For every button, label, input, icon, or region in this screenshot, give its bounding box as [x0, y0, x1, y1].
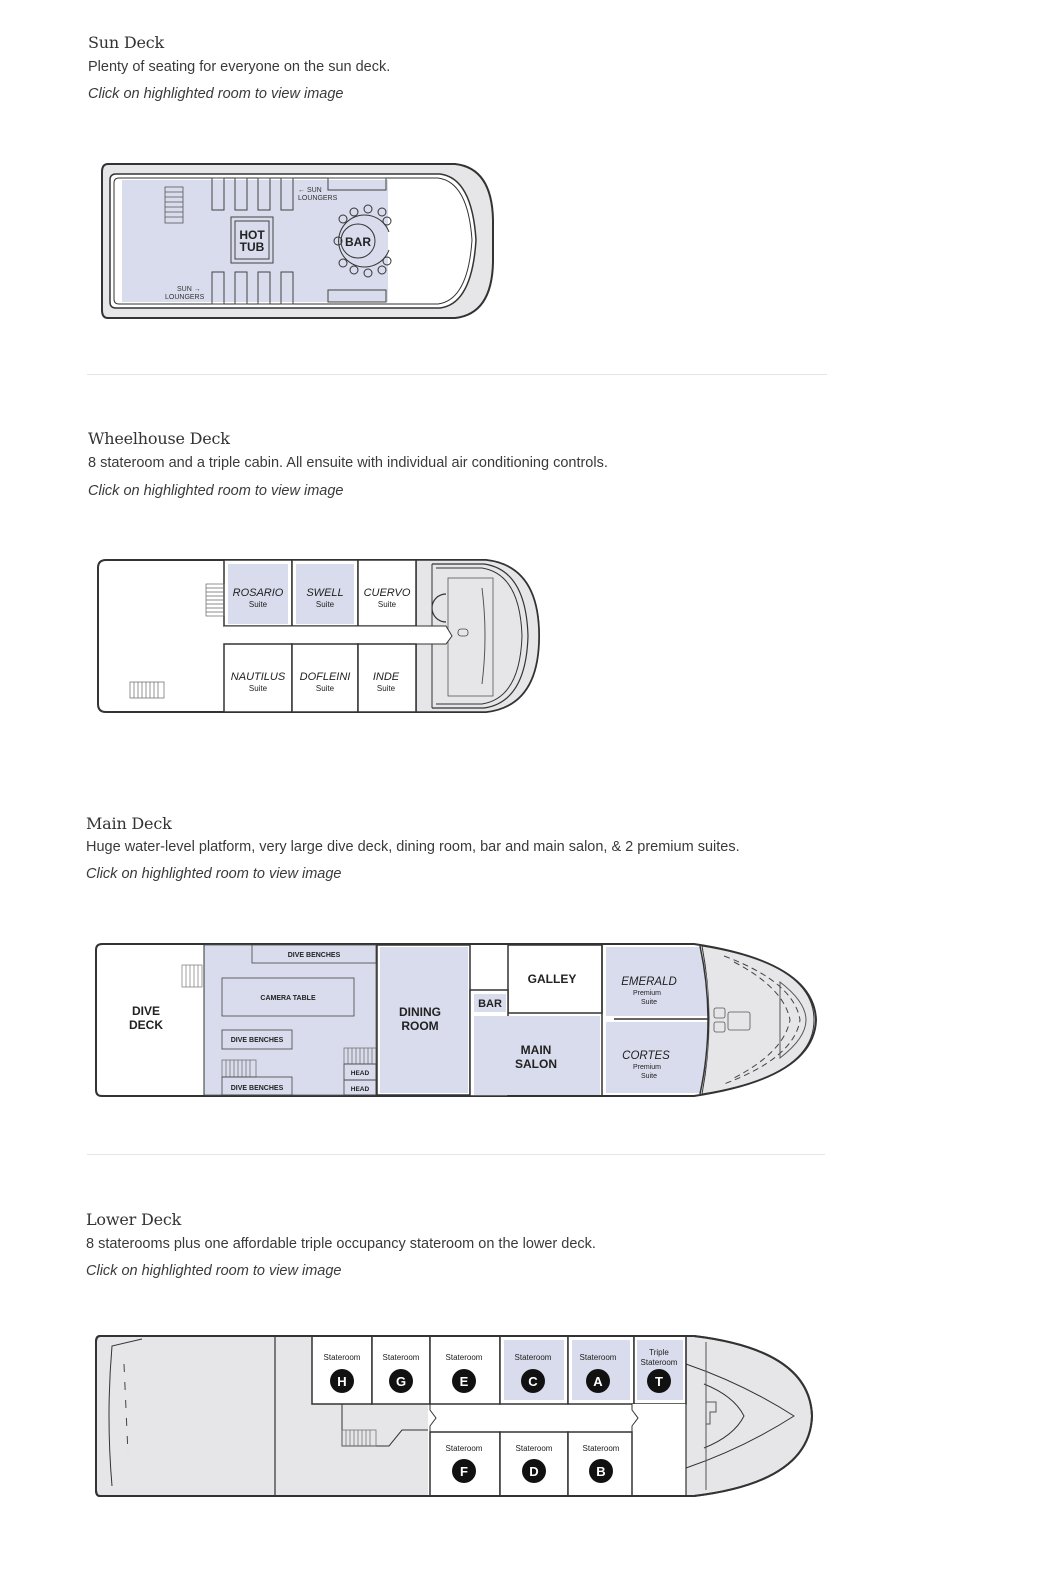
- deck-title: Wheelhouse Deck: [88, 429, 230, 448]
- svg-text:Triple: Triple: [649, 1348, 669, 1357]
- loungers-label-top: ← SUN: [298, 187, 322, 194]
- svg-text:SWELL: SWELL: [306, 587, 344, 599]
- svg-text:Suite: Suite: [248, 684, 268, 693]
- deck-description: 8 staterooms plus one affordable triple occupancy stateroom on the lower deck.: [86, 1236, 596, 1252]
- letter-badge: A: [593, 1374, 603, 1389]
- svg-text:ROOM: ROOM: [401, 1019, 439, 1033]
- svg-text:INDE: INDE: [372, 671, 400, 683]
- svg-text:Stateroom: Stateroom: [515, 1444, 553, 1453]
- svg-text:Premium: Premium: [632, 1064, 662, 1071]
- svg-text:Stateroom: Stateroom: [514, 1353, 552, 1362]
- letter-badge: H: [337, 1374, 347, 1389]
- stateroom-h: [312, 1336, 372, 1404]
- svg-text:Suite: Suite: [315, 684, 335, 693]
- svg-text:TUB: TUB: [239, 240, 265, 254]
- stateroom-e: [430, 1336, 500, 1404]
- bar-label: BAR: [478, 998, 502, 1010]
- loungers-label-bottom: LOUNGERS: [165, 294, 205, 301]
- deck-title: Lower Deck: [86, 1210, 182, 1229]
- letter-badge: C: [528, 1374, 538, 1389]
- letter-badge: E: [459, 1374, 469, 1389]
- deck-description: Huge water-level platform, very large dive deck, dining room, bar and main salon, & 2 premium suites.: [86, 839, 740, 855]
- svg-text:Stateroom: Stateroom: [582, 1444, 620, 1453]
- svg-text:DINING: DINING: [399, 1005, 441, 1019]
- deck-hint: Click on highlighted room to view image: [86, 1263, 342, 1279]
- deck-hint: Click on highlighted room to view image: [86, 866, 342, 882]
- svg-text:EMERALD: EMERALD: [621, 976, 677, 988]
- dive-deck-label: DECK: [128, 1018, 164, 1032]
- svg-text:Stateroom: Stateroom: [445, 1353, 483, 1362]
- svg-text:Suite: Suite: [641, 999, 657, 1006]
- svg-text:Stateroom: Stateroom: [579, 1353, 617, 1362]
- deck-description: Plenty of seating for everyone on the sun deck.: [88, 59, 391, 75]
- letter-badge: B: [596, 1464, 606, 1479]
- stateroom-a[interactable]: [568, 1336, 634, 1404]
- stateroom-f: [430, 1432, 500, 1496]
- svg-text:Stateroom: Stateroom: [323, 1353, 361, 1362]
- svg-text:Stateroom: Stateroom: [640, 1358, 678, 1367]
- loungers-label-bottom: SUN →: [177, 286, 201, 293]
- svg-text:Suite: Suite: [377, 600, 397, 609]
- svg-text:HOT: HOT: [239, 228, 265, 242]
- head-label: HEAD: [350, 1070, 370, 1077]
- letter-badge: T: [655, 1374, 663, 1389]
- svg-text:BAR: BAR: [345, 235, 371, 249]
- loungers-label-top: LOUNGERS: [298, 195, 338, 202]
- svg-text:CUERVO: CUERVO: [363, 587, 411, 599]
- svg-text:DOFLEINI: DOFLEINI: [299, 671, 351, 683]
- stateroom-d: [500, 1432, 568, 1496]
- camera-table: CAMERA TABLE: [260, 995, 316, 1002]
- stateroom-g: [372, 1336, 430, 1404]
- dive-benches-top: DIVE BENCHES: [287, 952, 341, 959]
- deck-hint: Click on highlighted room to view image: [88, 86, 344, 102]
- dive-benches-bottom: DIVE BENCHES: [230, 1085, 284, 1092]
- svg-text:Stateroom: Stateroom: [382, 1353, 420, 1362]
- deck-description: 8 stateroom and a triple cabin. All ensuite with individual air conditioning controls.: [88, 455, 608, 471]
- svg-text:Premium: Premium: [632, 990, 662, 997]
- letter-badge: D: [529, 1464, 539, 1479]
- svg-text:Suite: Suite: [641, 1073, 657, 1080]
- deck-title: Main Deck: [86, 814, 172, 833]
- lower-deck-plan: [94, 1334, 819, 1500]
- svg-text:SALON: SALON: [515, 1057, 557, 1071]
- svg-text:Stateroom: Stateroom: [445, 1444, 483, 1453]
- stateroom-c[interactable]: [500, 1336, 568, 1404]
- deck-title: Sun Deck: [88, 33, 165, 52]
- deck-hint: Click on highlighted room to view image: [88, 483, 344, 499]
- svg-text:Suite: Suite: [248, 600, 268, 609]
- svg-text:ROSARIO: ROSARIO: [232, 587, 284, 599]
- dive-benches-mid: DIVE BENCHES: [230, 1037, 284, 1044]
- letter-badge: G: [395, 1374, 407, 1389]
- svg-text:Suite: Suite: [376, 684, 396, 693]
- head-label: HEAD: [350, 1086, 370, 1093]
- stateroom-t[interactable]: [634, 1336, 686, 1404]
- svg-text:MAIN: MAIN: [520, 1043, 552, 1057]
- svg-text:NAUTILUS: NAUTILUS: [230, 671, 286, 683]
- dive-deck-label: DIVE: [131, 1004, 161, 1018]
- svg-text:Suite: Suite: [315, 600, 335, 609]
- letter-badge: F: [460, 1464, 468, 1479]
- svg-text:GALLEY: GALLEY: [527, 972, 577, 986]
- svg-text:CORTES: CORTES: [622, 1050, 670, 1062]
- stateroom-b: [568, 1432, 632, 1496]
